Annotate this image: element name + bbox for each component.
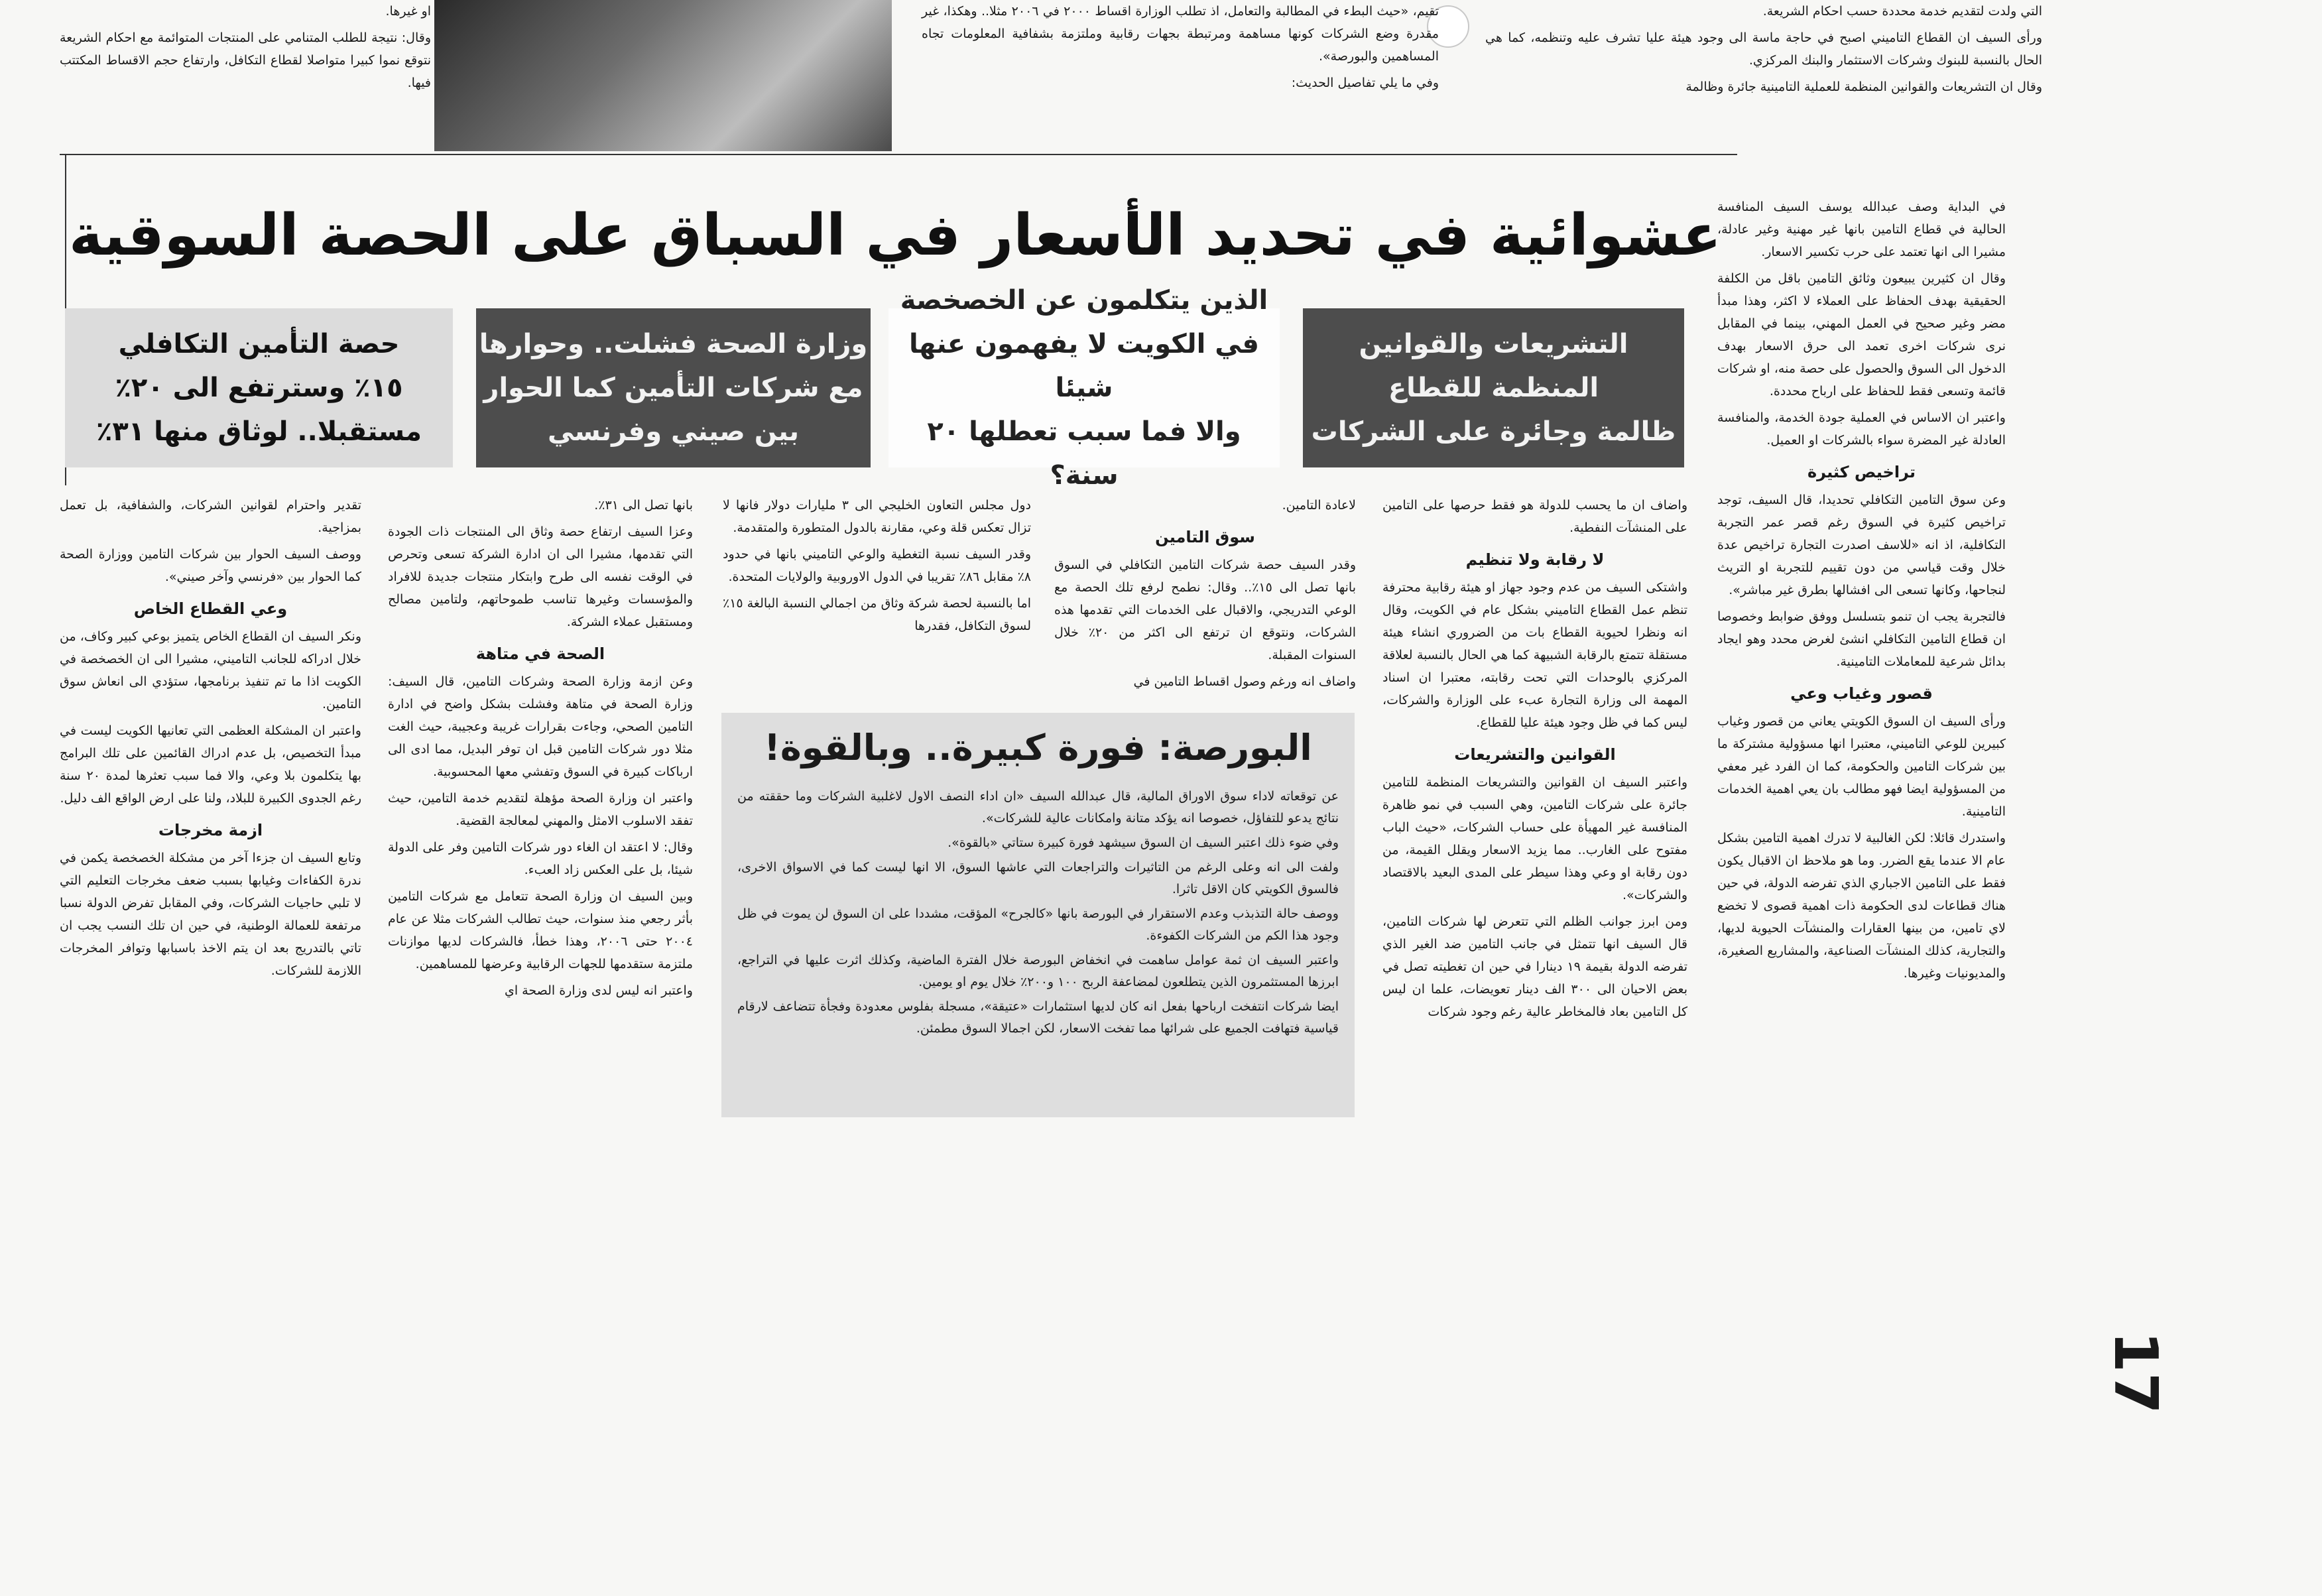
paragraph: وقال ان التشريعات والقوانين المنظمة للعملية التامينية جائرة وظالمة xyxy=(1685,80,2042,94)
paragraph: واعتبر انه ليس لدى وزارة الصحة اي xyxy=(504,983,693,998)
borsa-title: البورصة: فورة كبيرة.. وبالقوة! xyxy=(764,727,1312,768)
article-col-5 xyxy=(388,494,693,1006)
subheading: الصحة في متاهة xyxy=(475,645,605,663)
article-col-1 xyxy=(1717,196,2006,989)
paragraph: وتابع السيف ان جزءا آخر من مشكلة الخصخصة يكمن في ندرة الكفاءات وغيابها بسبب ضعف مخرجات التعليم التي لا تلبي حاجيات الشركات، وفي المقابل تفرض الدولة نسبا مرتفعة للعمالة الوطنية، في حين ان تلك النسب يجب ان تاتي بالتدريج بعد ان يتم الاخذ باسبابها وتوافر المخرجات اللازمة للشركات. xyxy=(60,851,361,978)
pullquote-line: مستقبلا.. لوثاق منها ٣١٪ xyxy=(95,416,422,447)
subheading: وعي القطاع الخاص xyxy=(133,599,288,618)
top-col-right xyxy=(1485,0,2042,102)
subheading: ازمة مخرجات xyxy=(158,821,263,839)
subheading: تراخيص كثيرة xyxy=(1807,463,1916,481)
paragraph: ووصف السيف الحوار بين شركات التامين ووزارة الصحة كما الحوار بين «فرنسي وآخر صيني». xyxy=(60,547,361,584)
top-col-center xyxy=(922,0,1439,98)
top-divider xyxy=(60,154,1737,155)
paragraph: وعن ازمة وزارة الصحة وشركات التامين، قال السيف: وزارة الصحة في متاهة وفشلت بشكل واضح في ادارة التامين الصحي، وجاءت بقرارات غريبة وعجيبة، حيث الغت مثلا دور شركات التامين قبل ان توفر البديل، مما ادى الى ارباكات كبيرة في السوق وتفشي معها المحسوبية. xyxy=(388,674,693,779)
paragraph: دول مجلس التعاون الخليجي الى ٣ مليارات دولار فانها لا تزال تعكس قلة وعي، مقارنة بالدول المتطورة والمتقدمة. xyxy=(723,498,1031,535)
paragraph: واعتبر السيف ان القوانين والتشريعات المنظمة للتامين جائرة على شركات التامين، وهي السبب في نمو ظاهرة المنافسة غير المهيأة على حساب الشركات، «حيث الباب مفتوح على الغارب.. مما يزيد الاسعار ويقلل القيمة، من دون رقابة او وعي وهذا سيطر على المدى البعيد بالاقتصاد والشركات». xyxy=(1382,775,1687,902)
article-photo xyxy=(434,0,892,151)
paragraph: واعتبر ان الاساس في العملية جودة الخدمة، والمنافسة العادلة غير المضرة سواء بالشركات او العميل. xyxy=(1717,410,2006,448)
paragraph: فالتجربة يجب ان تنمو بتسلسل ووفق ضوابط وخصوصا ان قطاع التامين التكافلي انشئ لغرض محدد وهو ايجاد بدائل شرعية للمعاملات التامينية. xyxy=(1717,609,2006,669)
subheading: لا رقابة ولا تنظيم xyxy=(1465,550,1605,569)
subheading: القوانين والتشريعات xyxy=(1454,745,1616,764)
paragraph: تقيم، «حيث البطء في المطالبة والتعامل، اذ تطلب الوزارة اقساط ٢٠٠٠ في ٢٠٠٦ مثلا.. وهكذا، غير مقدرة وضع الشركات كونها مساهمة ومرتبطة بجهات رقابية وملتزمة بشفافية المعلومات تجاه المساهمين والبورصة». xyxy=(922,4,1439,64)
paragraph: وبين السيف ان وزارة الصحة تتعامل مع شركات التامين بأثر رجعي منذ سنوات، حيث تطالب الشركات مثلا عن عام ٢٠٠٤ حتى ٢٠٠٦، وهذا خطأ، فالشركات لديها موازنات ملتزمة ستقدمها للجهات الرقابية وعرضها للمساهمين. xyxy=(388,889,693,971)
paragraph: عن توقعاته لاداء سوق الاوراق المالية، قال عبدالله السيف «ان اداء النصف الاول لاغلبية الشركات وما حققته من نتائج يدعو للتفاؤل، خصوصا انه يؤكد متانة وامكانات عالية للشركات». xyxy=(737,789,1339,826)
paragraph: واضاف انه ورغم وصول اقساط التامين في xyxy=(1133,674,1356,689)
pullquote-box-privatization xyxy=(888,285,1280,491)
paragraph: وقال: نتيجة للطلب المتنامي على المنتجات المتوائمة مع احكام الشريعة نتوقع نموا كبيرا متواصلا لقطاع التكافل، وارتفاع حجم الاقساط المكتتب فيها. xyxy=(60,31,431,90)
paragraph: واعتبر ان وزارة الصحة مؤهلة لتقديم خدمة التامين، حيث تفقد الاسلوب الامثل والمهني لمعالجة القضية. xyxy=(388,791,693,828)
paragraph: وفي ضوء ذلك اعتبر السيف ان السوق سيشهد فورة كبيرة ستاتي «بالقوة». xyxy=(947,835,1339,850)
paragraph: واعتبر ان المشكلة العظمى التي تعانيها الكويت ليست في مبدأ التخصيص، بل عدم ادراك القائمين على تلك البرامج بها يتكلمون بلا وعي، والا فما سبب تعثرها لمدة ٢٠ سنة رغم الجدوى الكبيرة للبلاد، ولنا على ارض الواقع الف دليل. xyxy=(60,723,361,806)
borsa-sidebar-box xyxy=(721,713,1355,1117)
paragraph: ايضا شركات انتفخت ارباحها بفعل انه كان لديها استثمارات «عتيقة»، مسجلة بفلوس معدودة وفجأة تتضاعف لارقام قياسية فتهافت الجميع على شرائها مما تفخت الاسعار، لكن اجمالا السوق مطمئن. xyxy=(737,999,1339,1036)
paragraph: بانها تصل الى ٣١٪. xyxy=(594,498,693,513)
pullquote-box-health xyxy=(476,308,871,467)
paragraph: ونكر السيف ان القطاع الخاص يتميز بوعي كبير وكاف، من خلال ادراكه للجانب التاميني، مشيرا الى ان الخصخصة في الكويت اذا ما تم تنفيذ برنامجها، ستؤدي الى انعاش سوق التامين. xyxy=(60,629,361,711)
article-col-6 xyxy=(60,494,361,986)
subheading: سوق التامين xyxy=(1155,528,1255,546)
pullquote-line: ظالمة وجائرة على الشركات xyxy=(1311,416,1676,447)
subheading: قصور وغياب وعي xyxy=(1790,684,1933,703)
pullquote-line: مع شركات التأمين كما الحوار xyxy=(483,373,863,403)
pullquote-line: وزارة الصحة فشلت.. وحوارها xyxy=(479,329,868,359)
pullquote-line: والا فما سبب تعطلها ٢٠ سنة؟ xyxy=(927,416,1241,491)
paragraph: وعن سوق التامين التكافلي تحديدا، قال السيف، توجد تراخيص كثيرة في السوق رغم قصر عمر التجربة التكافلية، اذ انه «للاسف اصدرت التجارة تراخيص عدة خلال وقت قياسي من دون تقييم للتجربة او التريث لنجاحها، وكانها تسعى الى افشالها بطرق غير مباشر». xyxy=(1717,493,2006,597)
paragraph: ومن ابرز جوانب الظلم التي تتعرض لها شركات التامين، قال السيف انها تتمثل في جانب التامين ضد الغير الذي تفرضه الدولة بقيمة ١٩ دينارا في حين ان تغطيته تصل في بعض الاحيان الى ٣٠٠ الف دينار تعويضات، علما ان ليس كل التامين بعاد فالمخاطر عالية رغم وجود شركات xyxy=(1382,914,1688,1019)
paragraph: تقدير واحترام لقوانين الشركات، والشفافية، بل تعمل بمزاجية. xyxy=(60,498,361,535)
paragraph: ووصف حالة التذبذب وعدم الاستقرار في البورصة بانها «كالجرح» المؤقت، مشددا على ان السوق لن يموت في ظل وجود هذا الكم من الشركات الكفوءة. xyxy=(737,906,1339,943)
paragraph: او غيرها. xyxy=(385,4,431,19)
paragraph: واشتكى السيف من عدم وجود جهاز او هيئة رقابية محترفة تنظم عمل القطاع التاميني بشكل عام في الكويت، وقال انه ونظرا لحيوية القطاع بات من الضروري انشاء هيئة مستقلة تتمتع بالرقابة الشبيهة كما هي الحال بالنسبة لعلاقة المركزي بالوحدات التي تحت رقابته، معتبرا ان اسناد المهمة الى وزارة التجارة عبء على الوزارة والشركات، ليس كما في ظل وجود هيئة عليا للقطاع. xyxy=(1382,580,1687,730)
article-col-4 xyxy=(723,494,1031,641)
pullquote-box-takaful xyxy=(65,308,453,467)
paragraph: واضاف ان ما يحسب للدولة هو فقط حرصها على التامين على المنشآت النفطية. xyxy=(1382,498,1687,535)
paragraph: واستدرك قائلا: لكن الغالبية لا تدرك اهمية التامين بشكل عام الا عندما يقع الضرر. وما هو ملاحظ ان الاقبال يكون فقط على التامين الاجباري الذي تفرضه الدولة، في حين هناك قطاعات لدى الحكومة ذات اهمية قصوى لا تخضع لاي تامين، من بينها العقارات والمنشآت الحيوية لديها، والتجارية، كذلك المنشآت الصناعية، والمشاريع الصغيرة، والمديونيات وغيرها. xyxy=(1717,831,2006,981)
paragraph: لاعادة التامين. xyxy=(1282,498,1356,513)
pullquote-line: الذين يتكلمون عن الخصخصة xyxy=(900,285,1268,316)
paragraph: ولفت الى انه وعلى الرغم من التاثيرات والتراجعات التي عاشها السوق، الا انها ليست كما في الاسواق الاخرى، فالسوق الكويتي كان الاقل تاثرا. xyxy=(737,860,1339,896)
paragraph: ورأى السيف ان القطاع التاميني اصبح في حاجة ماسة الى وجود هيئة عليا تشرف عليه وتنظمه، كما هي الحال بالنسبة للبنوك وشركات الاستثمار والبنك المركزي. xyxy=(1485,31,2042,68)
paragraph: في البداية وصف عبدالله يوسف السيف المنافسة الحالية في قطاع التامين بانها غير مهنية وغير عادلة، مشيرا الى انها تعتمد على حرب تكسير الاسعار. xyxy=(1717,200,2006,259)
paragraph: وعزا السيف ارتفاع حصة وثاق الى المنتجات ذات الجودة التي تقدمها، مشيرا الى ان ادارة الشركة تسعى وتحرص في الوقت نفسه الى طرح وابتكار منتجات جديدة للافراد والمؤسسات وغيرها تناسب طموحاتهم، ولتامين مصالح ومستقبل عملاء الشركة. xyxy=(388,524,693,629)
top-col-far-left xyxy=(60,0,431,98)
paragraph: وقدر السيف حصة شركات التامين التكافلي في السوق بانها تصل الى ١٥٪.. وقال: نطمح لرفع تلك الحصة مع الوعي التدريجي، والاقبال على الخدمات التي تقدمها هذه الشركات، ونتوقع ان ترتفع الى اكثر من ٢٠٪ خلال السنوات المقبلة. xyxy=(1054,558,1356,662)
pullquote-line: التشريعات والقوانين xyxy=(1359,329,1628,359)
page-number: 17 xyxy=(2101,1331,2170,1414)
pullquote-line: حصة التأمين التكافلي xyxy=(118,329,400,359)
pullquote-line: ١٥٪ وسترتفع الى ٢٠٪ xyxy=(115,373,403,403)
article-col-2 xyxy=(1382,494,1687,1027)
pullquote-line: المنظمة للقطاع xyxy=(1388,373,1599,403)
paragraph: اما بالنسبة لحصة شركة وثاق من اجمالي النسبة البالغة ١٥٪ لسوق التكافل، فقدرها xyxy=(723,596,1031,633)
pullquote-line: بين صيني وفرنسي xyxy=(547,416,800,447)
paragraph: ورأى السيف ان السوق الكويتي يعاني من قصور وغياب كبيرين للوعي التاميني، معتبرا انها مسؤولية مشتركة ما بين شركات التامين والحكومة، كما ان الفرد غير معفي من المسؤولية ايضا فهو مطالب بان يعي اهمية الخدمات التامينية. xyxy=(1717,714,2006,819)
paragraph: وفي ما يلي تفاصيل الحديث: xyxy=(1291,76,1439,90)
pullquote-line: في الكويت لا يفهمون عنها شيئا xyxy=(909,329,1259,403)
headline: عشوائية في تحديد الأسعار في السباق على الحصة السوقية xyxy=(68,202,1722,269)
paragraph: وقال ان كثيرين يبيعون وثائق التامين باقل من الكلفة الحقيقية بهدف الحفاظ على العملاء لا اكثر، وهذا مبدأ مضر وغير صحيح في العمل المهني، بينما في المقابل نرى شركات اخرى تعمد الى حرق الاسعار بهدف الدخول الى السوق والحصول على حصة منه، او شركات قائمة وتسعى فقط للحفاظ على ارباح محددة. xyxy=(1717,271,2006,399)
paragraph: وقال: لا اعتقد ان الغاء دور شركات التامين وفر على الدولة شيئا، بل على العكس زاد العبء. xyxy=(388,840,693,877)
paragraph: وقدر السيف نسبة التغطية والوعي التاميني بانها في حدود ٨٪ مقابل ٨٦٪ تقريبا في الدول الاوروبية والولايات المتحدة. xyxy=(723,547,1031,584)
pullquote-box-laws xyxy=(1303,308,1684,467)
borsa-body xyxy=(737,786,1339,1042)
paragraph: واعتبر السيف ان ثمة عوامل ساهمت في انخفاض البورصة خلال الفترة الماضية، وكذلك اثرت عليها في التراجع، ابرزها المستثمرون الذين يتطلعون لمضاعفة الربح ١٠٠ و٢٠٠٪ خلال يوم او يومين. xyxy=(737,953,1339,989)
article-col-3 xyxy=(1054,494,1356,697)
paragraph: التي ولدت لتقديم خدمة محددة حسب احكام الشريعة. xyxy=(1762,4,2042,19)
